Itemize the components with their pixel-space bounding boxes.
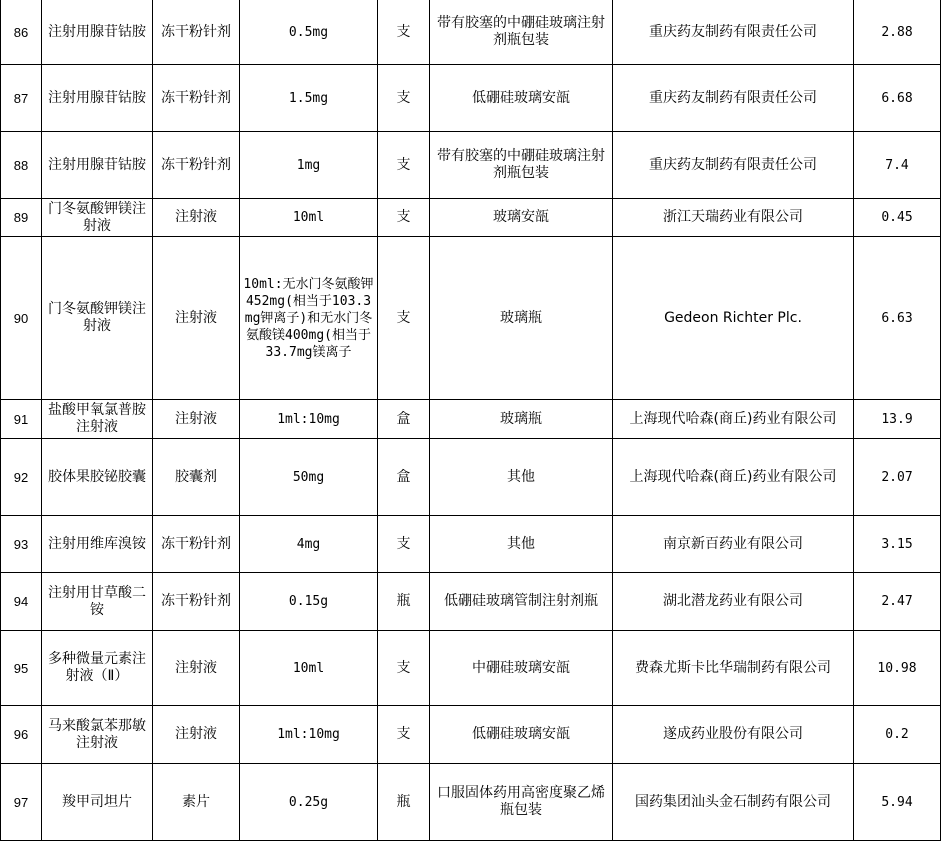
table-row xyxy=(1,516,941,573)
row-number-cell: 89 xyxy=(1,199,42,237)
dosage-form-cell: 注射液 xyxy=(153,199,240,237)
packaging-cell: 其他 xyxy=(430,516,613,573)
drug-name-cell: 胶体果胶铋胶囊 xyxy=(42,439,153,516)
specification-cell: 1mg xyxy=(240,132,378,199)
manufacturer-cell: Gedeon Richter Plc. xyxy=(613,237,854,400)
unit-cell: 支 xyxy=(378,237,430,400)
table-row xyxy=(1,0,941,65)
manufacturer-cell: 重庆药友制药有限责任公司 xyxy=(613,65,854,132)
drug-name-cell: 注射用维库溴铵 xyxy=(42,516,153,573)
manufacturer-cell: 湖北潜龙药业有限公司 xyxy=(613,573,854,631)
manufacturer-cell: 浙江天瑞药业有限公司 xyxy=(613,199,854,237)
specification-cell: 10ml xyxy=(240,631,378,706)
unit-cell: 瓶 xyxy=(378,764,430,841)
packaging-cell: 玻璃安瓿 xyxy=(430,199,613,237)
dosage-form-cell: 冻干粉针剂 xyxy=(153,0,240,65)
price-cell: 0.45 xyxy=(854,199,941,237)
row-number-cell: 93 xyxy=(1,516,42,573)
dosage-form-cell: 注射液 xyxy=(153,706,240,764)
table-row xyxy=(1,400,941,439)
packaging-cell: 玻璃瓶 xyxy=(430,237,613,400)
price-cell: 2.47 xyxy=(854,573,941,631)
price-cell: 2.88 xyxy=(854,0,941,65)
unit-cell: 支 xyxy=(378,0,430,65)
unit-cell: 支 xyxy=(378,65,430,132)
manufacturer-cell: 遂成药业股份有限公司 xyxy=(613,706,854,764)
unit-cell: 瓶 xyxy=(378,573,430,631)
unit-cell: 支 xyxy=(378,631,430,706)
specification-cell: 1.5mg xyxy=(240,65,378,132)
drug-name-cell: 多种微量元素注射液（Ⅱ） xyxy=(42,631,153,706)
row-number-cell: 92 xyxy=(1,439,42,516)
drug-name-cell: 门冬氨酸钾镁注射液 xyxy=(42,199,153,237)
dosage-form-cell: 注射液 xyxy=(153,631,240,706)
table-row xyxy=(1,199,941,237)
price-cell: 6.63 xyxy=(854,237,941,400)
drug-name-cell: 注射用腺苷钴胺 xyxy=(42,65,153,132)
table-row xyxy=(1,439,941,516)
drug-name-cell: 门冬氨酸钾镁注射液 xyxy=(42,237,153,400)
packaging-cell: 低硼硅玻璃安瓿 xyxy=(430,65,613,132)
unit-cell: 盒 xyxy=(378,439,430,516)
manufacturer-cell: 重庆药友制药有限责任公司 xyxy=(613,132,854,199)
table-row xyxy=(1,237,941,400)
table-row xyxy=(1,631,941,706)
unit-cell: 盒 xyxy=(378,400,430,439)
price-cell: 6.68 xyxy=(854,65,941,132)
table-row xyxy=(1,65,941,132)
manufacturer-cell: 上海现代哈森(商丘)药业有限公司 xyxy=(613,400,854,439)
specification-cell: 0.15g xyxy=(240,573,378,631)
drug-name-cell: 注射用甘草酸二铵 xyxy=(42,573,153,631)
price-cell: 10.98 xyxy=(854,631,941,706)
price-cell: 7.4 xyxy=(854,132,941,199)
manufacturer-cell: 上海现代哈森(商丘)药业有限公司 xyxy=(613,439,854,516)
price-cell: 13.9 xyxy=(854,400,941,439)
specification-cell: 4mg xyxy=(240,516,378,573)
unit-cell: 支 xyxy=(378,516,430,573)
dosage-form-cell: 素片 xyxy=(153,764,240,841)
row-number-cell: 88 xyxy=(1,132,42,199)
packaging-cell: 带有胶塞的中硼硅玻璃注射剂瓶包装 xyxy=(430,0,613,65)
row-number-cell: 90 xyxy=(1,237,42,400)
packaging-cell: 中硼硅玻璃安瓿 xyxy=(430,631,613,706)
dosage-form-cell: 冻干粉针剂 xyxy=(153,573,240,631)
table-row xyxy=(1,573,941,631)
price-cell: 0.2 xyxy=(854,706,941,764)
dosage-form-cell: 注射液 xyxy=(153,237,240,400)
table-row xyxy=(1,764,941,841)
row-number-cell: 87 xyxy=(1,65,42,132)
drug-name-cell: 注射用腺苷钴胺 xyxy=(42,0,153,65)
price-cell: 2.07 xyxy=(854,439,941,516)
row-number-cell: 96 xyxy=(1,706,42,764)
dosage-form-cell: 注射液 xyxy=(153,400,240,439)
row-number-cell: 95 xyxy=(1,631,42,706)
drug-name-cell: 注射用腺苷钴胺 xyxy=(42,132,153,199)
unit-cell: 支 xyxy=(378,706,430,764)
specification-cell: 10ml xyxy=(240,199,378,237)
drug-name-cell: 羧甲司坦片 xyxy=(42,764,153,841)
manufacturer-cell: 费森尤斯卡比华瑞制药有限公司 xyxy=(613,631,854,706)
packaging-cell: 低硼硅玻璃管制注射剂瓶 xyxy=(430,573,613,631)
dosage-form-cell: 冻干粉针剂 xyxy=(153,132,240,199)
row-number-cell: 91 xyxy=(1,400,42,439)
packaging-cell: 带有胶塞的中硼硅玻璃注射剂瓶包装 xyxy=(430,132,613,199)
table-row xyxy=(1,132,941,199)
table-body xyxy=(1,0,941,841)
row-number-cell: 97 xyxy=(1,764,42,841)
unit-cell: 支 xyxy=(378,132,430,199)
manufacturer-cell: 重庆药友制药有限责任公司 xyxy=(613,0,854,65)
packaging-cell: 其他 xyxy=(430,439,613,516)
specification-cell: 10ml:无水门冬氨酸钾452mg(相当于103.3mg钾离子)和无水门冬氨酸镁400mg(相当于33.7mg镁离子 xyxy=(240,237,378,400)
row-number-cell: 94 xyxy=(1,573,42,631)
price-cell: 3.15 xyxy=(854,516,941,573)
price-cell: 5.94 xyxy=(854,764,941,841)
table-row xyxy=(1,706,941,764)
dosage-form-cell: 胶囊剂 xyxy=(153,439,240,516)
dosage-form-cell: 冻干粉针剂 xyxy=(153,516,240,573)
specification-cell: 1ml:10mg xyxy=(240,706,378,764)
specification-cell: 0.5mg xyxy=(240,0,378,65)
manufacturer-cell: 国药集团汕头金石制药有限公司 xyxy=(613,764,854,841)
packaging-cell: 口服固体药用高密度聚乙烯瓶包装 xyxy=(430,764,613,841)
dosage-form-cell: 冻干粉针剂 xyxy=(153,65,240,132)
unit-cell: 支 xyxy=(378,199,430,237)
specification-cell: 50mg xyxy=(240,439,378,516)
manufacturer-cell: 南京新百药业有限公司 xyxy=(613,516,854,573)
packaging-cell: 低硼硅玻璃安瓿 xyxy=(430,706,613,764)
drug-name-cell: 马来酸氯苯那敏注射液 xyxy=(42,706,153,764)
packaging-cell: 玻璃瓶 xyxy=(430,400,613,439)
specification-cell: 1ml:10mg xyxy=(240,400,378,439)
specification-cell: 0.25g xyxy=(240,764,378,841)
drug-name-cell: 盐酸甲氧氯普胺注射液 xyxy=(42,400,153,439)
row-number-cell: 86 xyxy=(1,0,42,65)
